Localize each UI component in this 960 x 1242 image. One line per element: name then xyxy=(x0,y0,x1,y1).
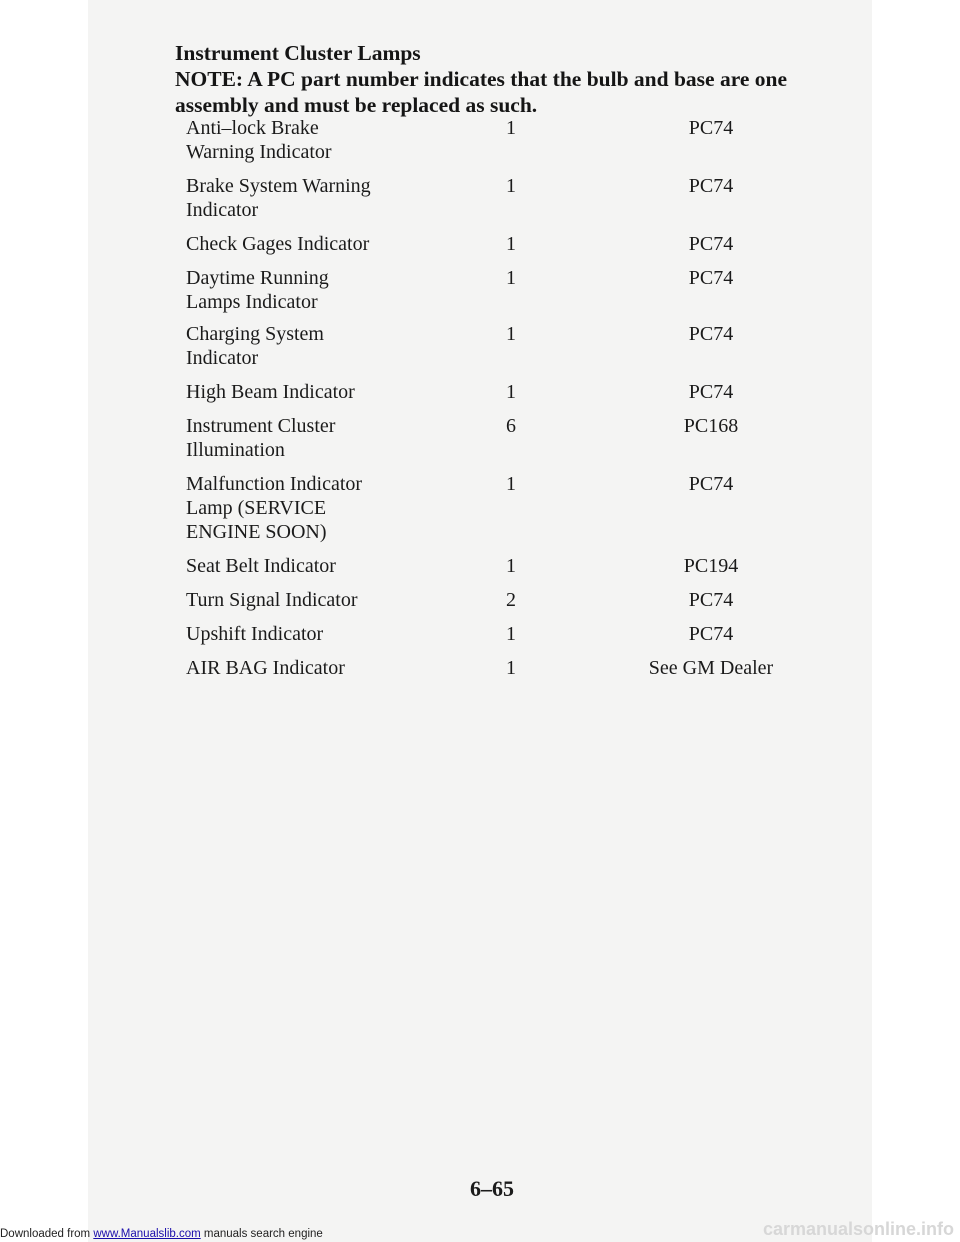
lamp-part-number: See GM Dealer xyxy=(648,657,774,679)
lamp-quantity: 1 xyxy=(506,233,516,255)
lamp-quantity: 1 xyxy=(506,473,516,495)
lamp-quantity: 1 xyxy=(506,175,516,197)
lamp-quantity: 2 xyxy=(506,589,516,611)
lamp-name-line: Illumination xyxy=(186,439,285,461)
lamp-name-line: ENGINE SOON) xyxy=(186,521,327,543)
lamp-row xyxy=(186,414,846,462)
lamp-name-line: AIR BAG Indicator xyxy=(186,657,345,679)
lamp-part-number: PC74 xyxy=(688,473,734,495)
lamp-quantity: 1 xyxy=(506,323,516,345)
lamp-name-line: Turn Signal Indicator xyxy=(186,589,358,611)
lamp-name xyxy=(186,472,412,544)
lamp-quantity: 1 xyxy=(506,555,516,577)
lamp-quantity: 1 xyxy=(506,657,516,679)
lamp-row xyxy=(186,322,846,370)
lamp-quantity: 1 xyxy=(506,117,516,139)
lamp-name-line: Daytime Running xyxy=(186,267,329,289)
lamp-part-number: PC74 xyxy=(688,175,734,197)
lamp-name xyxy=(186,116,412,164)
lamp-part-number: PC74 xyxy=(688,267,734,289)
lamp-name-line: Anti–lock Brake xyxy=(186,117,319,139)
footer-prefix: Downloaded from xyxy=(0,1228,94,1240)
lamp-row xyxy=(186,588,846,612)
manualslib-link[interactable]: www.Manualslib.com xyxy=(93,1228,201,1240)
lamp-table xyxy=(186,116,846,680)
lamp-name xyxy=(186,588,412,612)
lamp-row xyxy=(186,266,846,314)
section-heading xyxy=(175,40,855,118)
lamp-part-number: PC74 xyxy=(688,233,734,255)
lamp-row xyxy=(186,174,846,222)
lamp-part-number: PC168 xyxy=(683,415,739,437)
lamp-name-line: Indicator xyxy=(186,347,259,369)
lamp-name-line: Seat Belt Indicator xyxy=(186,555,336,577)
lamp-row xyxy=(186,116,846,164)
lamp-name-line: Lamps Indicator xyxy=(186,291,318,313)
note-line-2: assembly and must be replaced as such. xyxy=(175,93,538,117)
lamp-name-line: Charging System xyxy=(186,323,324,345)
lamp-name-line: High Beam Indicator xyxy=(186,381,355,403)
lamp-name xyxy=(186,656,412,680)
lamp-name-line: Warning Indicator xyxy=(186,141,332,163)
lamp-name xyxy=(186,622,412,646)
note-line-1: NOTE: A PC part number indicates that the bulb and base are one xyxy=(175,67,788,91)
lamp-quantity: 1 xyxy=(506,623,516,645)
lamp-row xyxy=(186,622,846,646)
lamp-row xyxy=(186,472,846,544)
lamp-name xyxy=(186,380,412,404)
lamp-row xyxy=(186,232,846,256)
lamp-name xyxy=(186,414,412,462)
lamp-name-line: Lamp (SERVICE xyxy=(186,497,327,519)
lamp-part-number: PC74 xyxy=(688,323,734,345)
lamp-row xyxy=(186,656,846,680)
lamp-quantity: 1 xyxy=(506,267,516,289)
lamp-part-number: PC74 xyxy=(688,623,734,645)
lamp-part-number: PC194 xyxy=(683,555,739,577)
lamp-name-line: Brake System Warning xyxy=(186,175,371,197)
footer-suffix: manuals search engine xyxy=(200,1228,323,1240)
lamp-name-line: Instrument Cluster xyxy=(186,415,336,437)
lamp-name-line: Check Gages Indicator xyxy=(186,233,370,255)
page-number: 6–65 xyxy=(470,1176,514,1201)
lamp-name-line: Indicator xyxy=(186,199,259,221)
section-title: Instrument Cluster Lamps xyxy=(175,41,421,65)
lamp-row xyxy=(186,380,846,404)
lamp-part-number: PC74 xyxy=(688,381,734,403)
lamp-name xyxy=(186,266,412,314)
lamp-name-line: Upshift Indicator xyxy=(186,623,324,645)
lamp-part-number: PC74 xyxy=(688,117,734,139)
lamp-name xyxy=(186,174,412,222)
lamp-name xyxy=(186,232,412,256)
lamp-name-line: Malfunction Indicator xyxy=(186,473,363,495)
lamp-quantity: 1 xyxy=(506,381,516,403)
lamp-row xyxy=(186,554,846,578)
lamp-name xyxy=(186,322,412,370)
lamp-part-number: PC74 xyxy=(688,589,734,611)
lamp-quantity: 6 xyxy=(506,415,516,437)
download-footer xyxy=(0,1228,323,1240)
watermark: carmanualsonline.info xyxy=(762,1219,954,1239)
lamp-name xyxy=(186,554,412,578)
